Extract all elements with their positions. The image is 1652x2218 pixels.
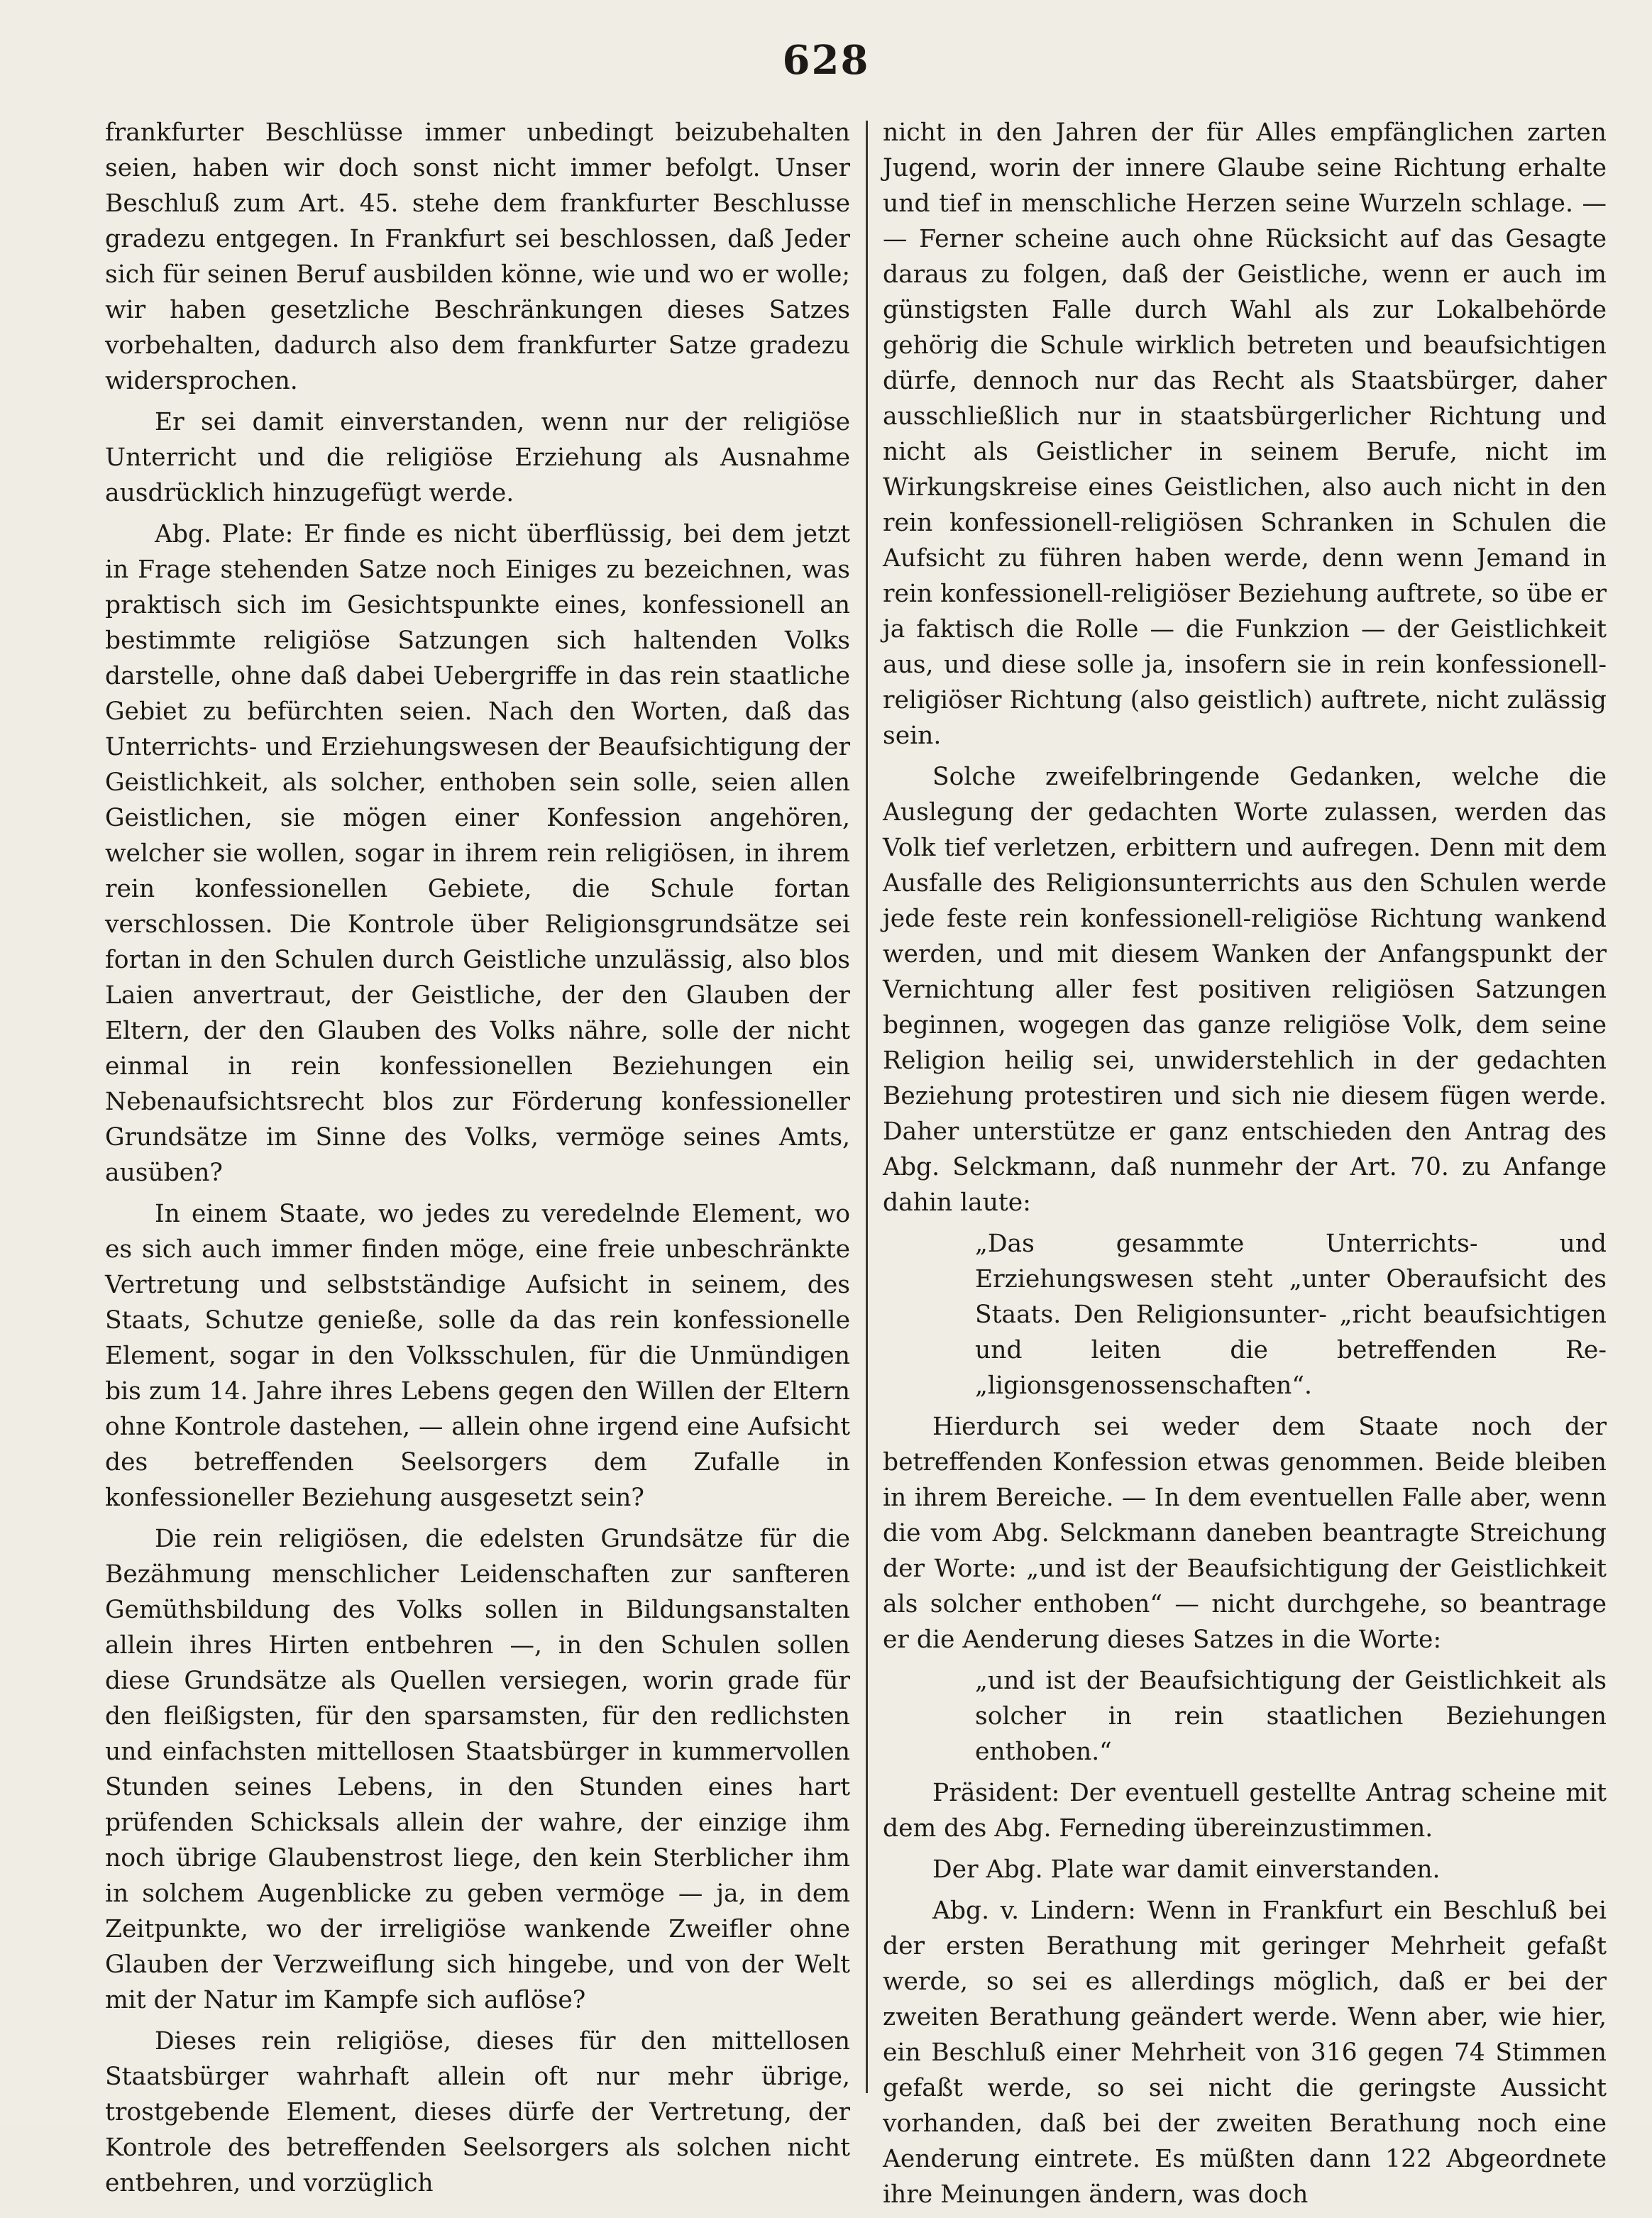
paragraph: Er sei damit einverstanden, wenn nur der religiöse Unterricht und die religiöse Erziehung als Ausnahme ausdrücklich hinzugefügt werde. <box>105 408 850 507</box>
paragraph: Präsident: Der eventuell gestellte Antrag scheine mit dem des Abg. Ferneding übereinzustimmen. <box>883 1779 1607 1843</box>
paragraph: Die rein religiösen, die edelsten Grundsätze für die Bezähmung menschlicher Leidenschaften zur sanfteren Gemüthsbildung des Volks sollen in Bildungsanstalten allein ihres Hirten entbehren —, in den Schulen sollen diese Grundsätze als Quellen versiegen, worin grade für den fleißigsten, für den sparsamsten, für den redlichsten und einfachsten mittellosen Staatsbürger in kummervollen Stunden seines Lebens, in den Stunden eines hart prüfenden Schicksals allein der wahre, der einzige ihm noch übrige Glaubenstrost liege, den kein Sterblicher ihm in solchem Augenblicke zu geben vermöge — ja, in dem Zeitpunkte, wo der irreligiöse wankende Zweifler ohne Glauben der Verzweiflung sich hingebe, und von der Welt mit der Natur im Kampfe sich auflöse? <box>105 1525 850 2014</box>
page-number: 628 <box>782 37 870 84</box>
paragraph: Abg. v. Lindern: Wenn in Frankfurt ein Beschluß bei der ersten Berathung mit geringer Mehrheit gefaßt werde, so sei es allerdings möglich, daß er bei der zweiten Berathung geändert werde. Wenn aber, wie hier, ein Beschluß einer Mehrheit von 316 gegen 74 Stimmen gefaßt werde, so sei nicht die geringste Aussicht vorhanden, daß bei der zweiten Berathung noch eine Aenderung eintrete. Es müßten dann 122 Abgeordnete ihre Meinungen ändern, was doch <box>883 1897 1607 2209</box>
quoted-motion: „und ist der Beaufsichtigung der Geistlichkeit als solcher in rein staatlichen Beziehungen enthoben.“ <box>975 1667 1607 1766</box>
quoted-motion: „Das gesammte Unterrichts- und Erziehungswesen steht „unter Oberaufsicht des Staats. Den Religionsunter- „richt beaufsichtigen und leiten die betreffenden Re- „ligionsgenossenschaften“. <box>975 1230 1607 1400</box>
paragraph: frankfurter Beschlüsse immer unbedingt beizubehalten seien, haben wir doch sonst nicht immer befolgt. Unser Beschluß zum Art. 45. stehe dem frankfurter Beschlusse gradezu entgegen. In Frankfurt sei beschlossen, daß Jeder sich für seinen Beruf ausbilden könne, wie und wo er wolle; wir haben gesetzliche Beschränkungen dieses Satzes vorbehalten, dadurch also dem frankfurter Satze gradezu widersprochen. <box>105 118 850 395</box>
paragraph: Der Abg. Plate war damit einverstanden. <box>932 1855 1441 1884</box>
paragraph: Solche zweifelbringende Gedanken, welche die Auslegung der gedachten Worte zulassen, werden das Volk tief verletzen, erbittern und aufregen. Denn mit dem Ausfalle des Religionsunterrichts aus den Schulen werde jede feste rein konfessionell-religiöse Richtung wankend werden, und mit diesem Wanken der Anfangspunkt der Vernichtung aller fest positiven religiösen Satzungen beginnen, wogegen das ganze religiöse Volk, dem seine Religion heilig sei, unwiderstehlich in der gedachten Beziehung protestiren und sich nie diesem fügen werde. Daher unterstütze er ganz entschieden den Antrag des Abg. Selckmann, daß nunmehr der Art. 70. zu Anfange dahin laute: <box>883 763 1607 1217</box>
paragraph: nicht in den Jahren der für Alles empfänglichen zarten Jugend, worin der innere Glaube seine Richtung erhalte und tief in menschliche Herzen seine Wurzeln schlage. — — Ferner scheine auch ohne Rücksicht auf das Gesagte daraus zu folgen, daß der Geistliche, wenn er auch im günstigsten Falle durch Wahl als zur Lokalbehörde gehörig die Schule wirklich betreten und beaufsichtigen dürfe, dennoch nur das Recht als Staatsbürger, daher ausschließlich nur in staatsbürgerlicher Richtung und nicht als Geistlicher in seinem Berufe, nicht im Wirkungskreise eines Geistlichen, also auch nicht in den rein konfessionell-religiösen Schranken in Schulen die Aufsicht zu führen haben werde, denn wenn Jemand in rein konfessionell-religiöser Beziehung auftrete, so übe er ja faktisch die Rolle — die Funkzion — der Geistlichkeit aus, und diese solle ja, insofern sie in rein konfessionell-religiöser Richtung (also geistlich) auftrete, nicht zulässig sein. <box>883 118 1607 750</box>
paragraph: Dieses rein religiöse, dieses für den mittellosen Staatsbürger wahrhaft allein oft nur mehr übrige, trostgebende Element, dieses dürfe der Vertretung, der Kontrole des betreffenden Seelsorgers als solchen nicht entbehren, und vorzüglich <box>105 2027 850 2197</box>
paragraph: Hierdurch sei weder dem Staate noch der betreffenden Konfession etwas genommen. Beide bleiben in ihrem Bereiche. — In dem eventuellen Falle aber, wenn die vom Abg. Selckmann daneben beantragte Streichung der Worte: „und ist der Beaufsichtigung der Geistlichkeit als solcher enthoben“ — nicht durchgehe, so beantrage er die Aenderung dieses Satzes in die Worte: <box>883 1413 1607 1654</box>
left-column <box>105 115 850 2207</box>
right-column <box>883 115 1607 2218</box>
column-divider <box>866 121 868 2093</box>
paragraph: In einem Staate, wo jedes zu veredelnde Element, wo es sich auch immer finden möge, eine freie unbeschränkte Vertretung und selbstständige Aufsicht in seinem, des Staats, Schutze genieße, solle da das rein konfessionelle Element, sogar in den Volksschulen, für die Unmündigen bis zum 14. Jahre ihres Lebens gegen den Willen der Eltern ohne Kontrole dastehen, — allein ohne irgend eine Aufsicht des betreffenden Seelsorgers dem Zufalle in konfessioneller Beziehung ausgesetzt sein? <box>105 1200 850 1512</box>
paragraph: Abg. Plate: Er finde es nicht überflüssig, bei dem jetzt in Frage stehenden Satze noch Einiges zu bezeichnen, was praktisch sich im Gesichtspunkte eines, konfessionell an bestimmte religiöse Satzungen sich haltenden Volks darstelle, ohne daß dabei Uebergriffe in das rein staatliche Gebiet zu befürchten seien. Nach den Worten, daß das Unterrichts- und Erziehungswesen der Beaufsichtigung der Geistlichkeit, als solcher, enthoben sein solle, seien allen Geistlichen, sie mögen einer Konfession angehören, welcher sie wollen, sogar in ihrem rein religiösen, in ihrem rein konfessionellen Gebiete, die Schule fortan verschlossen. Die Kontrole über Religionsgrundsätze sei fortan in den Schulen durch Geistliche unzulässig, also blos Laien anvertraut, der Geistliche, der den Glauben der Eltern, der den Glauben des Volks nähre, solle der nicht einmal in rein konfessionellen Beziehungen ein Nebenaufsichtsrecht blos zur Förderung konfessioneller Grundsätze im Sinne des Volks, vermöge seines Amts, ausüben? <box>105 520 850 1187</box>
